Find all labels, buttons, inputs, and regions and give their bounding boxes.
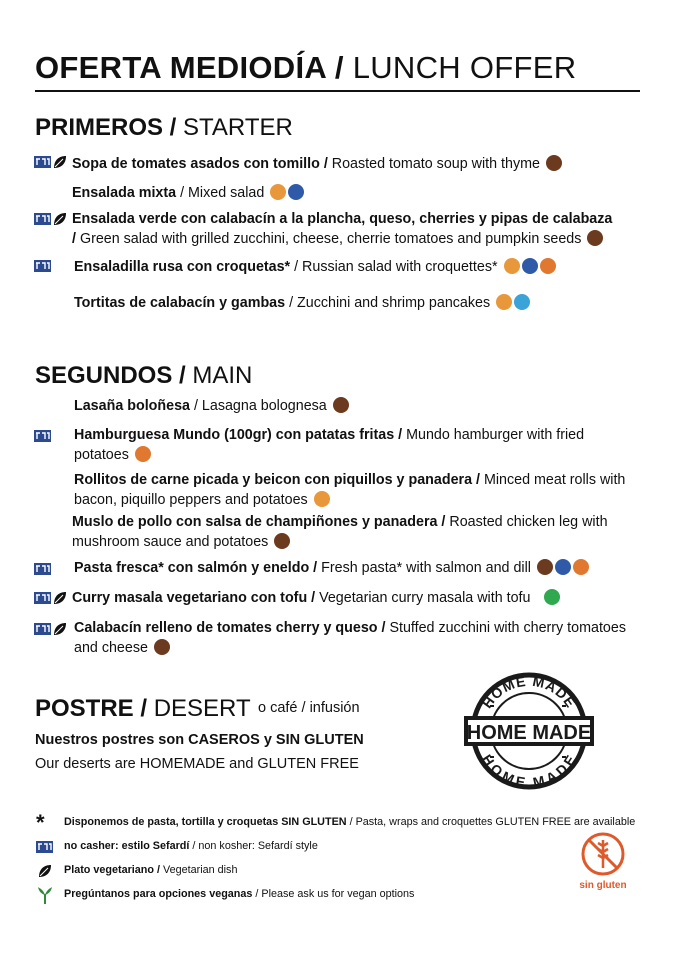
leaf-icon [53,622,67,636]
kosher-icon [34,155,51,169]
dish-main-4: Muslo de pollo con salsa de champiñones y panadera / Roasted chicken leg with mushroom sauce and potatoes [72,514,608,550]
gluten-icon [537,559,553,575]
dish-tags [34,429,51,443]
dish-main-2: Hamburguesa Mundo (100gr) con patatas fritas / Mundo hamburger with fried potatoes [74,427,585,463]
kosher-icon [36,840,53,854]
leaf-icon [53,591,67,605]
dish-tags [34,622,67,636]
dish-starter-5: Tortitas de calabacín y gambas / Zucchini and shrimp pancakes [74,293,634,313]
legend-gluten-free-options: Disponemos de pasta, tortilla y croquetas SIN GLUTEN / Pasta, wraps and croquettes GLUTEN FREE are available [64,816,636,828]
section-heading-starters: PRIMEROS / STARTER [35,114,293,141]
egg-icon [496,294,512,310]
dish-tags [34,155,67,169]
sin-gluten-label: sin gluten [579,880,627,891]
kosher-icon [34,591,51,605]
dish-starter-4: Ensaladilla rusa con croquetas* / Russian salad with croquettes* [74,257,634,277]
asterisk-icon: * [36,810,45,835]
fish-icon [555,559,571,575]
gluten-icon [154,639,170,655]
kosher-icon [34,212,51,226]
dish-main-3: Rollitos de carne picada y beicon con piquillos y panadera / Minced meat rolls with bacon, piquillo peppers and potatoes [74,472,626,508]
page-title: OFERTA MEDIODÍA / LUNCH OFFER [35,50,577,85]
dish-tags [34,212,67,226]
sin-gluten-icon [577,832,629,892]
svg-text:HOME MADE: HOME MADE [478,672,580,711]
gluten-icon [274,533,290,549]
celery-icon [135,446,151,462]
gluten-icon [333,397,349,413]
dish-starter-2: Ensalada mixta / Mixed salad [72,183,632,203]
desert-alt-option: o café / infusión [258,700,360,716]
legend-vegan: Pregúntanos para opciones veganas / Please ask us for vegan options [64,888,415,900]
egg-icon [314,491,330,507]
title-divider [35,90,640,92]
desert-note-en: Our deserts are HOMEMADE and GLUTEN FREE [35,756,359,772]
dish-tags [34,259,51,273]
desert-note-es: Nuestros postres son CASEROS y SIN GLUTEN [35,732,364,748]
dish-main-6: Curry masala vegetariano con tofu / Vegetarian curry masala with tofu [72,588,652,608]
svg-text:HOME MADE: HOME MADE [466,722,592,744]
celery-icon [573,559,589,575]
dish-tags [34,591,67,605]
legend-non-kosher: no casher: estilo Sefardí / non kosher: Sefardí style [64,840,318,852]
leaf-icon [53,212,67,226]
leaf-icon [53,155,67,169]
fish-icon [522,258,538,274]
kosher-icon [34,259,51,273]
fish-icon [288,184,304,200]
gluten-icon [546,155,562,171]
egg-icon [504,258,520,274]
kosher-icon [34,622,51,636]
dish-starter-1: Sopa de tomates asados con tomillo / Roasted tomato soup with thyme [72,154,632,174]
svg-text:HOME MADE: HOME MADE [478,751,580,790]
crustacean-icon [514,294,530,310]
dish-main-5: Pasta fresca* con salmón y eneldo / Fresh pasta* with salmon and dill [74,558,654,578]
egg-icon [270,184,286,200]
kosher-icon [34,429,51,443]
dish-main-7: Calabacín relleno de tomates cherry y queso / Stuffed zucchini with cherry tomatoes and cheese [74,620,626,656]
gluten-icon [587,230,603,246]
kosher-icon [34,562,51,576]
section-heading-mains: SEGUNDOS / MAIN [35,362,253,389]
dish-starter-3: Ensalada verde con calabacín a la plancha, queso, cherries y pipas de calabaza / Green salad with grilled zucchini, cheese, cherrie tomatoes and pumpkin seeds [72,211,613,247]
soy-icon [544,589,560,605]
dish-main-1: Lasaña boloñesa / Lasagna bolognesa [74,396,634,416]
dish-tags [34,562,51,576]
section-heading-desert: POSTRE / DESERT [35,695,251,722]
celery-icon [540,258,556,274]
home-made-stamp [462,672,596,790]
leaf-icon [38,864,52,878]
legend-vegetarian: Plato vegetariano / Vegetarian dish [64,864,238,876]
sprout-icon [37,885,53,905]
